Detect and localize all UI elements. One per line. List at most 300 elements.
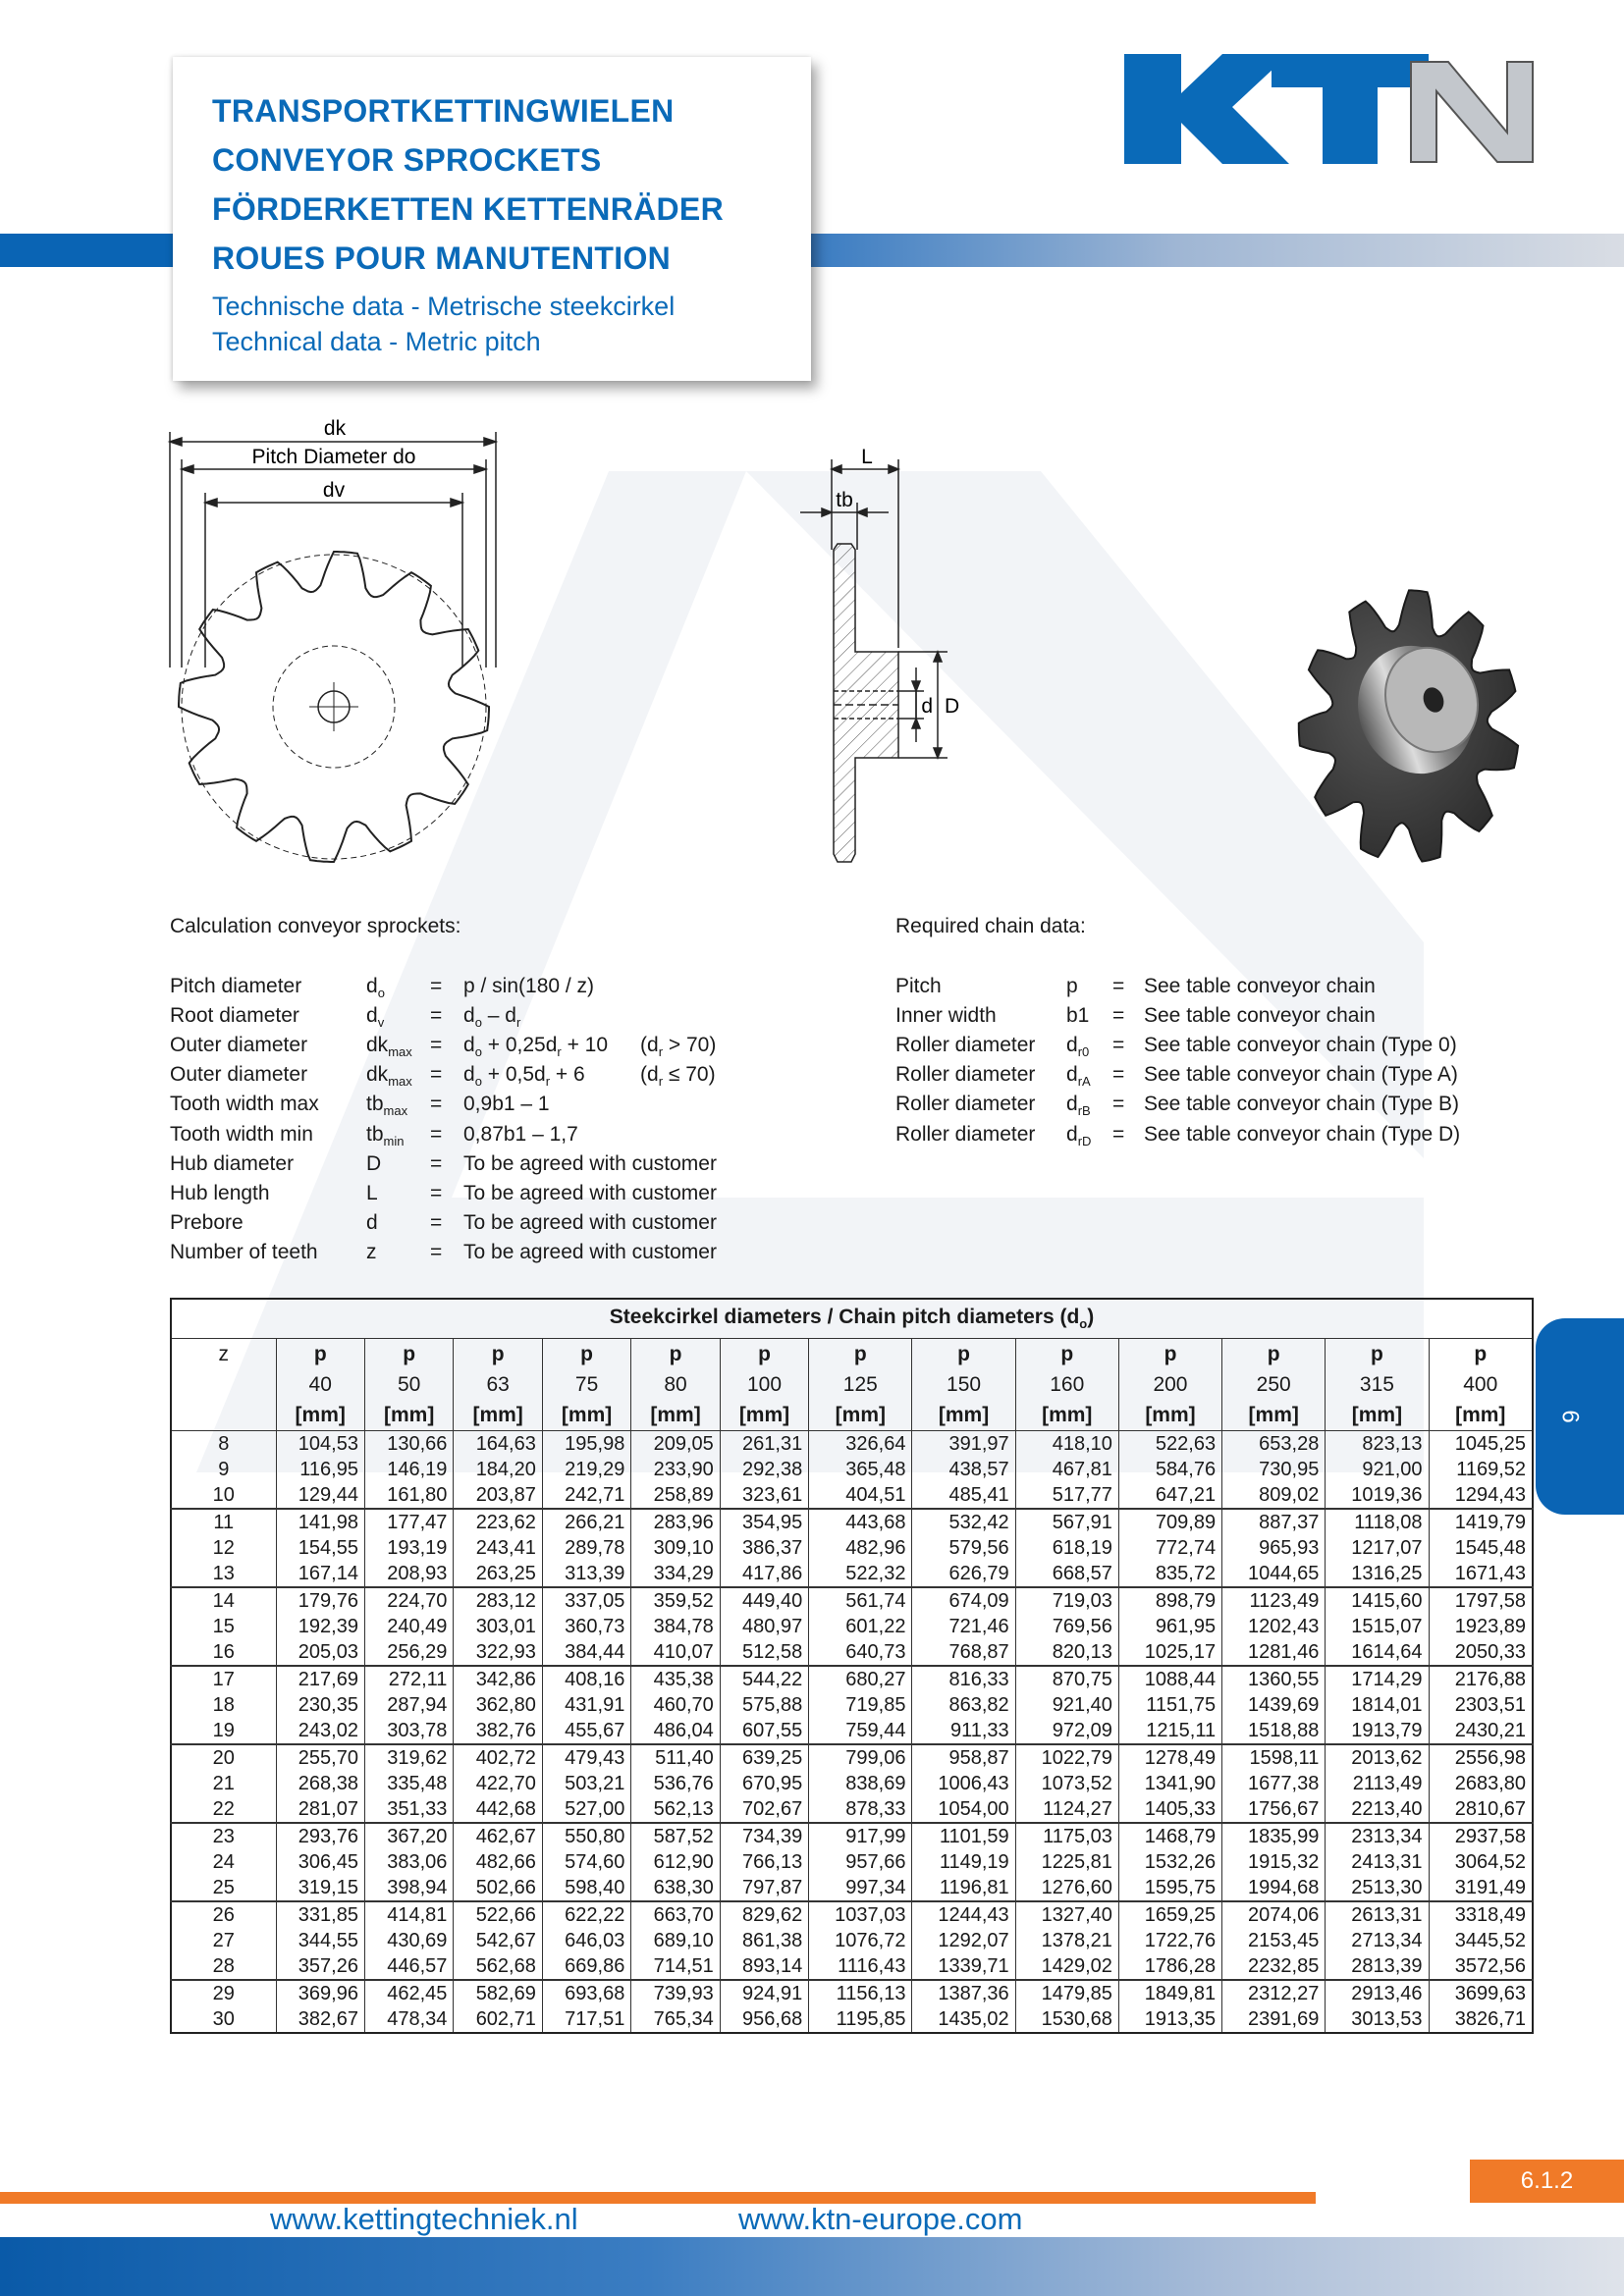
sprocket-3d-image xyxy=(1276,525,1551,937)
diameter-cell: 2312,27 xyxy=(1222,1980,1326,2006)
diameter-cell: 309,10 xyxy=(631,1535,720,1561)
diameter-cell: 769,56 xyxy=(1015,1614,1118,1639)
diameter-cell: 266,21 xyxy=(542,1509,630,1535)
chain-equals: = xyxy=(1112,975,1125,997)
diameter-cell: 1419,79 xyxy=(1429,1509,1533,1535)
diameter-cell: 1671,43 xyxy=(1429,1561,1533,1587)
diameter-cell: 734,39 xyxy=(720,1823,808,1849)
diameter-cell: 462,67 xyxy=(454,1823,542,1849)
chain-label: Inner width xyxy=(895,1004,997,1028)
diameter-cell: 1151,75 xyxy=(1118,1692,1221,1718)
diameter-cell: 240,49 xyxy=(364,1614,453,1639)
pitch-header-p: p xyxy=(542,1338,630,1369)
diameter-cell: 997,34 xyxy=(809,1875,912,1901)
diameter-cell: 382,67 xyxy=(276,2006,364,2033)
chain-symbol: $d_{rA}$ xyxy=(1066,1063,1091,1090)
diameter-cell: 772,74 xyxy=(1118,1535,1221,1561)
diameter-cell: 1835,99 xyxy=(1222,1823,1326,1849)
calc-equals: = xyxy=(430,1210,443,1234)
diameter-cell: 154,55 xyxy=(276,1535,364,1561)
diameter-cell: 1415,60 xyxy=(1326,1587,1429,1614)
diameter-cell: 550,80 xyxy=(542,1823,630,1849)
diameter-cell: 386,37 xyxy=(720,1535,808,1561)
diameter-cell: 391,97 xyxy=(912,1430,1015,1457)
diameter-cell: 1202,43 xyxy=(1222,1614,1326,1639)
pitch-header-value: 150 xyxy=(912,1369,1015,1400)
diameter-cell: 383,06 xyxy=(364,1849,453,1875)
pitch-header-p: p xyxy=(454,1338,542,1369)
diameter-cell: 816,33 xyxy=(912,1666,1015,1692)
dk-label: dk xyxy=(323,417,347,440)
pitch-header-unit: [mm] xyxy=(364,1400,453,1431)
chain-title: Required chain data: xyxy=(895,915,1086,937)
teeth-count-cell: 9 xyxy=(171,1457,276,1482)
table-row xyxy=(171,1692,1533,1718)
diameter-cell: 680,27 xyxy=(809,1666,912,1692)
diameter-cell: 1341,90 xyxy=(1118,1771,1221,1796)
diameter-cell: 893,14 xyxy=(720,1953,808,1980)
calc-expression: p / sin(180 / z) xyxy=(463,975,595,997)
teeth-count-cell: 18 xyxy=(171,1692,276,1718)
diameter-cell: 319,62 xyxy=(364,1744,453,1771)
diameter-cell: 398,94 xyxy=(364,1875,453,1901)
diameter-cell: 292,38 xyxy=(720,1457,808,1482)
calc-expression: To be agreed with customer xyxy=(463,1181,717,1204)
calc-label: Root diameter xyxy=(170,1004,299,1028)
diameter-cell: 1196,81 xyxy=(912,1875,1015,1901)
teeth-count-cell: 28 xyxy=(171,1953,276,1980)
diameter-cell: 561,74 xyxy=(809,1587,912,1614)
calc-expression: $d_o - d_r$ xyxy=(463,1004,521,1031)
chapter-number: 6 xyxy=(1556,1410,1584,1423)
table-row xyxy=(171,1953,1533,1980)
diameter-cell: 402,72 xyxy=(454,1744,542,1771)
pitch-header-p: p xyxy=(809,1338,912,1369)
calc-equals: = xyxy=(430,1004,443,1028)
pitch-header-p: p xyxy=(1429,1338,1533,1369)
diameter-cell: 243,02 xyxy=(276,1718,364,1744)
diameter-cell: 1169,52 xyxy=(1429,1457,1533,1482)
calc-equals: = xyxy=(430,1181,443,1204)
calc-note: $(d_r \le 70)$ xyxy=(640,1063,716,1090)
calc-symbol: L xyxy=(366,1181,378,1204)
table-row xyxy=(171,1561,1533,1587)
diameter-cell: 820,13 xyxy=(1015,1639,1118,1666)
diameter-cell: 289,78 xyxy=(542,1535,630,1561)
table-row xyxy=(171,1849,1533,1875)
teeth-count-cell: 24 xyxy=(171,1849,276,1875)
diameter-cell: 223,62 xyxy=(454,1509,542,1535)
table-row xyxy=(171,1430,1533,1457)
pitch-header-value: 125 xyxy=(809,1369,912,1400)
diameter-cell: 1215,11 xyxy=(1118,1718,1221,1744)
diameter-cell: 430,69 xyxy=(364,1928,453,1953)
diameter-cell: 639,25 xyxy=(720,1744,808,1771)
diameter-cell: 602,71 xyxy=(454,2006,542,2033)
diameter-cell: 322,93 xyxy=(454,1639,542,1666)
diameter-cell: 268,38 xyxy=(276,1771,364,1796)
diameter-cell: 414,81 xyxy=(364,1901,453,1928)
diameter-cell: 283,96 xyxy=(631,1509,720,1535)
diameter-cell: 1327,40 xyxy=(1015,1901,1118,1928)
diameter-cell: 522,66 xyxy=(454,1901,542,1928)
pitch-header-value: 200 xyxy=(1118,1369,1221,1400)
diameter-cell: 478,34 xyxy=(364,2006,453,2033)
diameter-cell: 1076,72 xyxy=(809,1928,912,1953)
diameter-cell: 261,31 xyxy=(720,1430,808,1457)
diameter-cell: 2430,21 xyxy=(1429,1718,1533,1744)
diameter-cell: 961,95 xyxy=(1118,1614,1221,1639)
diameter-cell: 972,09 xyxy=(1015,1718,1118,1744)
diameter-cell: 562,68 xyxy=(454,1953,542,1980)
diameter-cell: 1019,36 xyxy=(1326,1482,1429,1509)
calc-symbol: D xyxy=(366,1151,382,1175)
pitch-header-value: 63 xyxy=(454,1369,542,1400)
diameter-cell: 104,53 xyxy=(276,1430,364,1457)
diameter-cell: 1054,00 xyxy=(912,1796,1015,1823)
diameter-cell: 179,76 xyxy=(276,1587,364,1614)
diameter-cell: 911,33 xyxy=(912,1718,1015,1744)
diameter-cell: 1915,32 xyxy=(1222,1849,1326,1875)
diameter-cell: 243,41 xyxy=(454,1535,542,1561)
chain-label: Roller diameter xyxy=(895,1034,1036,1057)
diameter-cell: 2176,88 xyxy=(1429,1666,1533,1692)
footer-orange-line xyxy=(0,2192,1316,2204)
diameter-cell: 1614,64 xyxy=(1326,1639,1429,1666)
ktn-logo xyxy=(1124,54,1535,164)
diameter-cell: 141,98 xyxy=(276,1509,364,1535)
diameter-cell: 2050,33 xyxy=(1429,1639,1533,1666)
D-label: D xyxy=(945,695,960,718)
footer-link-ktn-europe[interactable]: www.ktn-europe.com xyxy=(738,2202,1023,2236)
calc-label: Outer diameter xyxy=(170,1063,308,1087)
diameter-cell: 442,68 xyxy=(454,1796,542,1823)
pitch-header-value: 100 xyxy=(720,1369,808,1400)
diameter-cell: 653,28 xyxy=(1222,1430,1326,1457)
diameter-cell: 365,48 xyxy=(809,1457,912,1482)
diameter-cell: 408,16 xyxy=(542,1666,630,1692)
pitch-diameter-table xyxy=(170,1298,1534,2034)
diameter-cell: 647,21 xyxy=(1118,1482,1221,1509)
diameter-cell: 544,22 xyxy=(720,1666,808,1692)
pitch-header-unit: [mm] xyxy=(276,1400,364,1431)
pitch-header-value: 400 xyxy=(1429,1369,1533,1400)
subtitle-en: Technical data - Metric pitch xyxy=(212,327,541,356)
pitch-header-value: 40 xyxy=(276,1369,364,1400)
diameter-cell: 3064,52 xyxy=(1429,1849,1533,1875)
chain-equals: = xyxy=(1112,1122,1125,1146)
pitch-header-unit: [mm] xyxy=(1222,1400,1326,1431)
teeth-count-cell: 22 xyxy=(171,1796,276,1823)
diameter-cell: 1913,79 xyxy=(1326,1718,1429,1744)
calc-label: Tooth width max xyxy=(170,1093,319,1116)
chain-label: Roller diameter xyxy=(895,1093,1036,1116)
chain-symbol: p xyxy=(1066,975,1078,997)
diameter-cell: 532,42 xyxy=(912,1509,1015,1535)
diameter-cell: 161,80 xyxy=(364,1482,453,1509)
table-caption: Steekcirkel diameters / Chain pitch diameters $(d_o)$ xyxy=(171,1299,1533,1338)
diameter-cell: 1714,29 xyxy=(1326,1666,1429,1692)
table-row xyxy=(171,1823,1533,1849)
diameter-cell: 255,70 xyxy=(276,1744,364,1771)
teeth-count-cell: 8 xyxy=(171,1430,276,1457)
diameter-cell: 2113,49 xyxy=(1326,1771,1429,1796)
calc-equals: = xyxy=(430,1063,443,1087)
chain-equals: = xyxy=(1112,1004,1125,1028)
pitch-header-value: 160 xyxy=(1015,1369,1118,1400)
teeth-count-cell: 27 xyxy=(171,1928,276,1953)
teeth-count-cell: 30 xyxy=(171,2006,276,2033)
diameter-cell: 669,86 xyxy=(542,1953,630,1980)
diameter-cell: 1294,43 xyxy=(1429,1482,1533,1509)
diameter-cell: 3699,63 xyxy=(1429,1980,1533,2006)
diameter-cell: 482,96 xyxy=(809,1535,912,1561)
pitch-header-unit: [mm] xyxy=(720,1400,808,1431)
diameter-cell: 1756,67 xyxy=(1222,1796,1326,1823)
diameter-cell: 1479,85 xyxy=(1015,1980,1118,2006)
diameter-cell: 256,29 xyxy=(364,1639,453,1666)
diameter-cell: 965,93 xyxy=(1222,1535,1326,1561)
teeth-count-cell: 13 xyxy=(171,1561,276,1587)
diameter-cell: 765,34 xyxy=(631,2006,720,2033)
diameter-cell: 921,00 xyxy=(1326,1457,1429,1482)
diameter-cell: 670,95 xyxy=(720,1771,808,1796)
diameter-cell: 2232,85 xyxy=(1222,1953,1326,1980)
sprocket-front-view-drawing xyxy=(162,412,506,893)
pitch-header-p: p xyxy=(1222,1338,1326,1369)
diameter-cell: 367,20 xyxy=(364,1823,453,1849)
diameter-cell: 1276,60 xyxy=(1015,1875,1118,1901)
chain-equals: = xyxy=(1112,1093,1125,1116)
diameter-cell: 768,87 xyxy=(912,1639,1015,1666)
diameter-cell: 562,13 xyxy=(631,1796,720,1823)
diameter-cell: 618,19 xyxy=(1015,1535,1118,1561)
pitch-header-p: p xyxy=(1015,1338,1118,1369)
diameter-cell: 306,45 xyxy=(276,1849,364,1875)
diameter-cell: 344,55 xyxy=(276,1928,364,1953)
chain-expression: See table conveyor chain (Type B) xyxy=(1144,1093,1460,1116)
title-box xyxy=(173,57,811,381)
diameter-cell: 1022,79 xyxy=(1015,1744,1118,1771)
table-row xyxy=(171,1980,1533,2006)
diameter-cell: 759,44 xyxy=(809,1718,912,1744)
diameter-cell: 1797,58 xyxy=(1429,1587,1533,1614)
diameter-cell: 1025,17 xyxy=(1118,1639,1221,1666)
teeth-count-cell: 17 xyxy=(171,1666,276,1692)
diameter-cell: 861,38 xyxy=(720,1928,808,1953)
diameter-cell: 668,57 xyxy=(1015,1561,1118,1587)
diameter-cell: 1124,27 xyxy=(1015,1796,1118,1823)
pitch-header-unit: [mm] xyxy=(1429,1400,1533,1431)
pitch-diameter-label: Pitch Diameter do xyxy=(251,446,416,468)
diameter-cell: 517,77 xyxy=(1015,1482,1118,1509)
calc-symbol: $dk_{max}$ xyxy=(366,1063,412,1090)
diameter-cell: 674,09 xyxy=(912,1587,1015,1614)
diameter-cell: 693,68 xyxy=(542,1980,630,2006)
diameter-cell: 482,66 xyxy=(454,1849,542,1875)
diameter-cell: 3445,52 xyxy=(1429,1928,1533,1953)
pitch-header-p: p xyxy=(364,1338,453,1369)
teeth-count-cell: 15 xyxy=(171,1614,276,1639)
diameter-cell: 511,40 xyxy=(631,1744,720,1771)
diameter-cell: 208,93 xyxy=(364,1561,453,1587)
diameter-cell: 431,91 xyxy=(542,1692,630,1718)
calc-expression: To be agreed with customer xyxy=(463,1210,717,1234)
diameter-cell: 838,69 xyxy=(809,1771,912,1796)
diameter-cell: 640,73 xyxy=(809,1639,912,1666)
diameter-cell: 1515,07 xyxy=(1326,1614,1429,1639)
diameter-cell: 721,46 xyxy=(912,1614,1015,1639)
pitch-header-p: p xyxy=(720,1338,808,1369)
diameter-cell: 334,29 xyxy=(631,1561,720,1587)
header-band-right xyxy=(811,234,1624,267)
calc-equals: = xyxy=(430,1240,443,1263)
diameter-cell: 2913,46 xyxy=(1326,1980,1429,2006)
calc-symbol: $dk_{max}$ xyxy=(366,1034,412,1060)
diameter-cell: 575,88 xyxy=(720,1692,808,1718)
teeth-count-cell: 26 xyxy=(171,1901,276,1928)
diameter-cell: 230,35 xyxy=(276,1692,364,1718)
pitch-header-p: p xyxy=(912,1338,1015,1369)
diameter-cell: 663,70 xyxy=(631,1901,720,1928)
diameter-cell: 1913,35 xyxy=(1118,2006,1221,2033)
diameter-cell: 1923,89 xyxy=(1429,1614,1533,1639)
diameter-cell: 1595,75 xyxy=(1118,1875,1221,1901)
diameter-cell: 2713,34 xyxy=(1326,1928,1429,1953)
table-row xyxy=(171,1771,1533,1796)
diameter-cell: 1116,43 xyxy=(809,1953,912,1980)
teeth-count-cell: 14 xyxy=(171,1587,276,1614)
table-row xyxy=(171,1796,1533,1823)
diameter-cell: 1994,68 xyxy=(1222,1875,1326,1901)
diameter-cell: 702,67 xyxy=(720,1796,808,1823)
teeth-count-cell: 20 xyxy=(171,1744,276,1771)
diameter-cell: 799,06 xyxy=(809,1744,912,1771)
diameter-cell: 303,78 xyxy=(364,1718,453,1744)
diameter-cell: 797,87 xyxy=(720,1875,808,1901)
table-row xyxy=(171,2006,1533,2033)
diameter-cell: 863,82 xyxy=(912,1692,1015,1718)
diameter-cell: 522,63 xyxy=(1118,1430,1221,1457)
diameter-cell: 2391,69 xyxy=(1222,2006,1326,2033)
diameter-cell: 455,67 xyxy=(542,1718,630,1744)
chain-symbol: b1 xyxy=(1066,1004,1090,1028)
diameter-cell: 3013,53 xyxy=(1326,2006,1429,2033)
diameter-cell: 2013,62 xyxy=(1326,1744,1429,1771)
teeth-count-cell: 21 xyxy=(171,1771,276,1796)
chain-equals: = xyxy=(1112,1063,1125,1087)
diameter-cell: 281,07 xyxy=(276,1796,364,1823)
diameter-cell: 293,76 xyxy=(276,1823,364,1849)
diameter-cell: 1175,03 xyxy=(1015,1823,1118,1849)
diameter-cell: 1435,02 xyxy=(912,2006,1015,2033)
diameter-cell: 337,05 xyxy=(542,1587,630,1614)
diameter-cell: 924,91 xyxy=(720,1980,808,2006)
table-row xyxy=(171,1928,1533,1953)
diameter-cell: 287,94 xyxy=(364,1692,453,1718)
diameter-cell: 607,55 xyxy=(720,1718,808,1744)
diameter-cell: 184,20 xyxy=(454,1457,542,1482)
diameter-cell: 542,67 xyxy=(454,1928,542,1953)
diameter-cell: 2153,45 xyxy=(1222,1928,1326,1953)
header-band-left xyxy=(0,234,177,267)
diameter-cell: 449,40 xyxy=(720,1587,808,1614)
diameter-cell: 167,14 xyxy=(276,1561,364,1587)
diameter-cell: 646,03 xyxy=(542,1928,630,1953)
diameter-cell: 1195,85 xyxy=(809,2006,912,2033)
diameter-cell: 958,87 xyxy=(912,1744,1015,1771)
diameter-cell: 422,70 xyxy=(454,1771,542,1796)
diameter-cell: 203,87 xyxy=(454,1482,542,1509)
sprocket-section-view-drawing xyxy=(790,442,1006,874)
teeth-count-cell: 12 xyxy=(171,1535,276,1561)
pitch-header-unit: [mm] xyxy=(1015,1400,1118,1431)
diameter-cell: 917,99 xyxy=(809,1823,912,1849)
diameter-cell: 584,76 xyxy=(1118,1457,1221,1482)
diameter-cell: 503,21 xyxy=(542,1771,630,1796)
diameter-cell: 1429,02 xyxy=(1015,1953,1118,1980)
diameter-cell: 2313,34 xyxy=(1326,1823,1429,1849)
d-label: d xyxy=(921,695,933,718)
calc-label: Outer diameter xyxy=(170,1034,308,1057)
calc-symbol: $d_o$ xyxy=(366,975,385,1000)
pitch-header-value: 75 xyxy=(542,1369,630,1400)
diameter-cell: 3191,49 xyxy=(1429,1875,1533,1901)
diameter-cell: 217,69 xyxy=(276,1666,364,1692)
diameter-cell: 1786,28 xyxy=(1118,1953,1221,1980)
pitch-header-p: p xyxy=(276,1338,364,1369)
diameter-cell: 598,40 xyxy=(542,1875,630,1901)
calc-label: Hub diameter xyxy=(170,1151,295,1175)
diameter-cell: 382,76 xyxy=(454,1718,542,1744)
diameter-cell: 527,00 xyxy=(542,1796,630,1823)
diameter-cell: 730,95 xyxy=(1222,1457,1326,1482)
diameter-cell: 369,96 xyxy=(276,1980,364,2006)
diameter-cell: 192,39 xyxy=(276,1614,364,1639)
diameter-cell: 512,58 xyxy=(720,1639,808,1666)
diameter-cell: 3826,71 xyxy=(1429,2006,1533,2033)
diameter-cell: 146,19 xyxy=(364,1457,453,1482)
diameter-cell: 404,51 xyxy=(809,1482,912,1509)
diameter-cell: 272,11 xyxy=(364,1666,453,1692)
chain-symbol: $d_{rD}$ xyxy=(1066,1122,1092,1148)
diameter-cell: 258,89 xyxy=(631,1482,720,1509)
diameter-cell: 1281,46 xyxy=(1222,1639,1326,1666)
diameter-cell: 410,07 xyxy=(631,1639,720,1666)
diameter-cell: 164,63 xyxy=(454,1430,542,1457)
calc-title: Calculation conveyor sprockets: xyxy=(170,915,461,937)
calc-expression: To be agreed with customer xyxy=(463,1240,717,1263)
chain-expression: See table conveyor chain (Type D) xyxy=(1144,1122,1461,1146)
calc-equals: = xyxy=(430,1034,443,1057)
calc-expression: $d_o + 0,25d_r + 10$ xyxy=(463,1034,609,1060)
diameter-cell: 689,10 xyxy=(631,1928,720,1953)
footer-link-kettingtechniek[interactable]: www.kettingtechniek.nl xyxy=(270,2202,578,2236)
diameter-cell: 1037,03 xyxy=(809,1901,912,1928)
diameter-cell: 567,91 xyxy=(1015,1509,1118,1535)
pitch-header-p: p xyxy=(631,1338,720,1369)
pitch-header-value: 315 xyxy=(1326,1369,1429,1400)
diameter-cell: 1123,49 xyxy=(1222,1587,1326,1614)
diameter-cell: 479,43 xyxy=(542,1744,630,1771)
teeth-count-cell: 16 xyxy=(171,1639,276,1666)
diameter-cell: 1225,81 xyxy=(1015,1849,1118,1875)
diameter-cell: 1339,71 xyxy=(912,1953,1015,1980)
diameter-cell: 1545,48 xyxy=(1429,1535,1533,1561)
pitch-header-unit: [mm] xyxy=(454,1400,542,1431)
diameter-cell: 460,70 xyxy=(631,1692,720,1718)
diameter-cell: 384,44 xyxy=(542,1639,630,1666)
